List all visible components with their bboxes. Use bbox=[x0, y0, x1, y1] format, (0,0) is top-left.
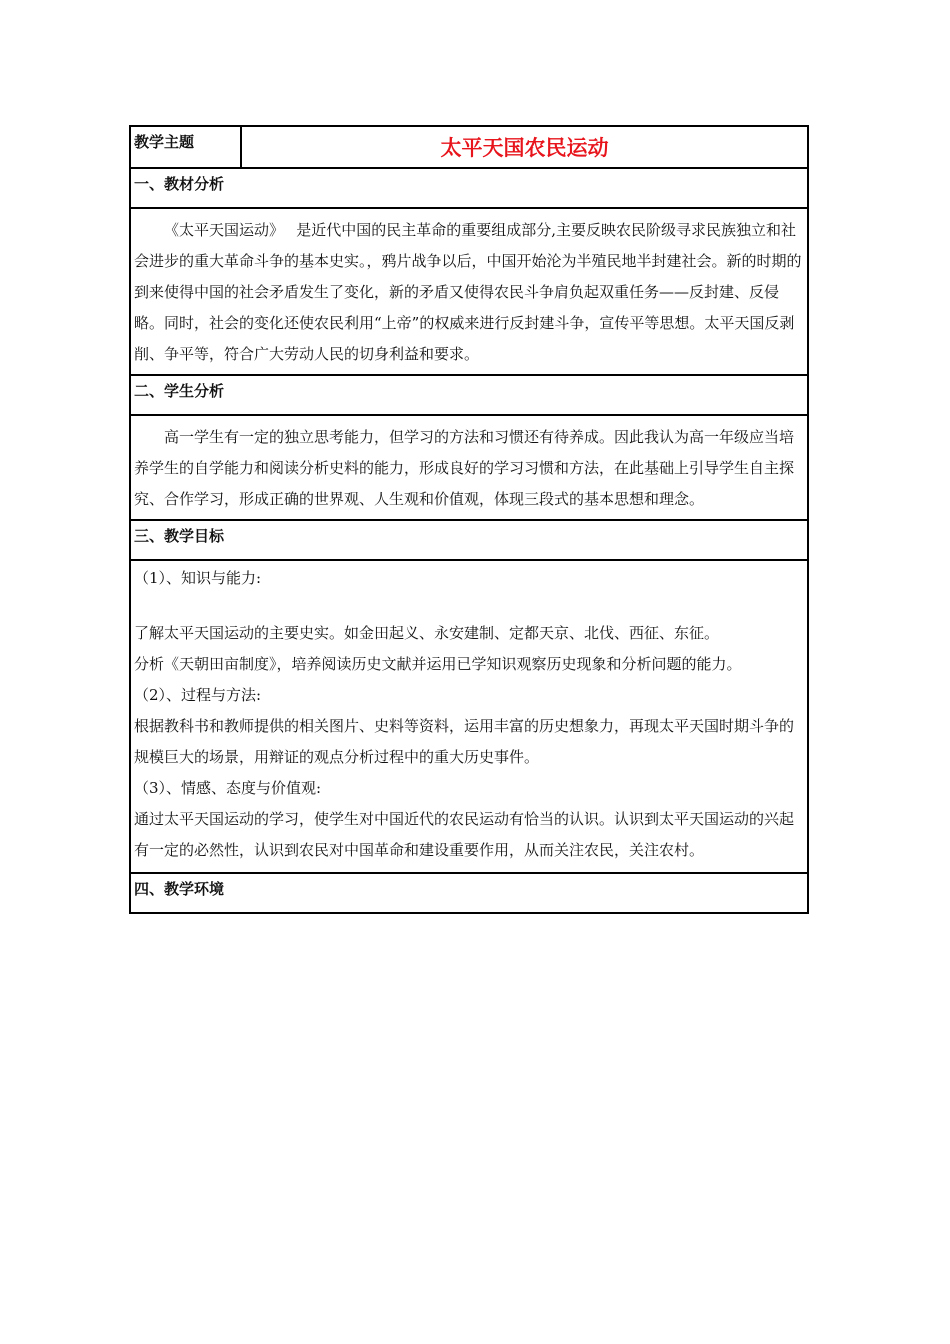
spacer bbox=[134, 594, 803, 618]
section-heading-teaching-environment: 四、教学环境 bbox=[130, 873, 808, 913]
objective-emotion-text: 通过太平天国运动的学习，使学生对中国近代的农民运动有恰当的认识。认识到太平天国运动的兴起有一定的必然性，认识到农民对中国革命和建设重要作用，从而关注农民，关注农村。 bbox=[134, 810, 795, 859]
objective-process-label: （2）、过程与方法: bbox=[134, 686, 262, 704]
section-body-teaching-objectives bbox=[130, 560, 808, 873]
student-analysis-paragraph: 高一学生有一定的独立思考能力，但学习的方法和习惯还有待养成。因此我认为高一年级应当培养学生的自学能力和阅读分析史料的能力，形成良好的学习习惯和方法，在此基础上引导学生自主探究、合作学习，形成正确的世界观、人生观和价值观，体现三段式的基本思想和理念。 bbox=[134, 428, 795, 508]
section-body-textbook-analysis bbox=[130, 208, 808, 375]
section-heading-row bbox=[130, 168, 808, 208]
section-body-row bbox=[130, 208, 808, 375]
section-body-row bbox=[130, 415, 808, 520]
section-heading-teaching-objectives: 三、教学目标 bbox=[130, 520, 808, 560]
topic-label: 教学主题 bbox=[130, 126, 241, 168]
topic-row bbox=[130, 126, 808, 168]
section-heading-row bbox=[130, 873, 808, 913]
section-body-student-analysis bbox=[130, 415, 808, 520]
section-heading-row bbox=[130, 375, 808, 415]
section-heading-row bbox=[130, 520, 808, 560]
textbook-analysis-paragraph: 《太平天国运动》 是近代中国的民主革命的重要组成部分,主要反映农民阶级寻求民族独立和社会进步的重大革命斗争的基本史实。，鸦片战争以后，中国开始沦为半殖民地半封建社会。新的时期的到来使得中国的社会矛盾发生了变化，新的矛盾又使得农民斗争肩负起双重任务——反封建、反侵 略。同时，社会的变化还使农民利用“上帝”的权威来进行反封建斗争，宣传平等思想。太平天国反剥削、争平等，符合广大劳动人民的切身利益和要求。 bbox=[134, 221, 802, 363]
lesson-title: 太平天国农民运动 bbox=[241, 126, 808, 168]
lesson-plan-table bbox=[129, 125, 809, 914]
objective-process-text: 根据教科书和教师提供的相关图片、史料等资料，运用丰富的历史想象力，再现太平天国时期斗争的规模巨大的场景，用辩证的观点分析过程中的重大历史事件。 bbox=[134, 717, 795, 766]
objective-knowledge-text-1: 了解太平天国运动的主要史实。如金田起义、永安建制、定都天京、北伐、西征、东征。 bbox=[134, 624, 720, 642]
section-body-row bbox=[130, 560, 808, 873]
objective-knowledge-text-2: 分析《天朝田亩制度》，培养阅读历史文献并运用已学知识观察历史现象和分析问题的能力。 bbox=[134, 655, 742, 673]
section-heading-textbook-analysis: 一、教材分析 bbox=[130, 168, 808, 208]
objective-emotion-label: （3）、情感、态度与价值观: bbox=[134, 779, 322, 797]
objective-knowledge-label: （1）、知识与能力: bbox=[134, 569, 262, 587]
section-heading-student-analysis: 二、学生分析 bbox=[130, 375, 808, 415]
